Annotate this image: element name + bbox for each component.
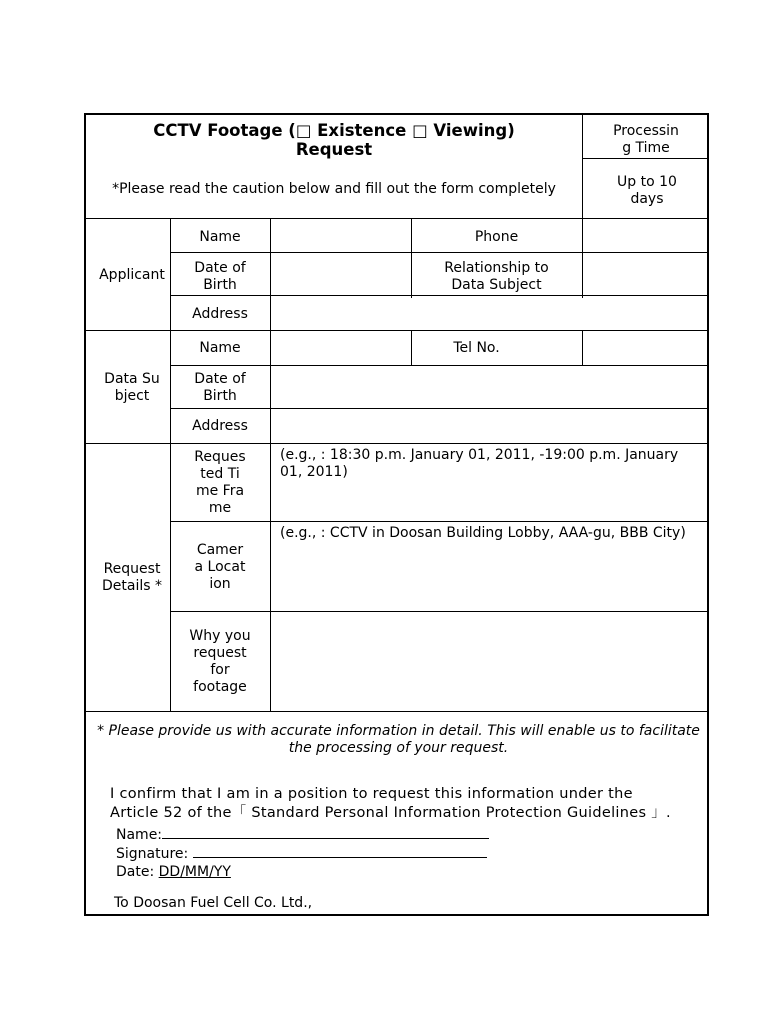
name-input[interactable] (162, 825, 489, 839)
data-subject-dob-field[interactable] (270, 366, 707, 409)
signature-input[interactable] (193, 844, 487, 858)
date-label: Date: (116, 864, 155, 880)
divider (170, 521, 707, 522)
divider (411, 331, 412, 366)
processing-time-label: Processing Time (613, 123, 679, 156)
request-details-section-label: Request Details * (102, 561, 162, 594)
divider (582, 219, 583, 298)
divider (170, 611, 707, 612)
name-line (116, 825, 516, 844)
applicant-name-label: Name (199, 228, 241, 245)
signature-line (116, 844, 516, 863)
divider (86, 711, 707, 712)
divider (582, 331, 583, 366)
form-title-line2: Request (295, 140, 373, 159)
applicant-name-field[interactable] (270, 219, 411, 255)
data-subject-name-field[interactable] (270, 331, 411, 366)
confirmation-line2: Article 52 of the「 Standard Personal Information Protection Guidelines 」. (110, 805, 671, 821)
divider (86, 443, 707, 444)
confirmation-statement (110, 785, 700, 823)
data-subject-address-field[interactable] (270, 409, 707, 444)
applicant-phone-label: Phone (474, 228, 519, 245)
divider (582, 158, 707, 159)
divider (582, 115, 583, 219)
divider (270, 219, 271, 712)
caution-text: *Please read the caution below and fill out the form completely (112, 180, 556, 197)
divider (86, 218, 707, 219)
data-subject-dob-label: Date of Birth (194, 370, 246, 404)
divider (170, 365, 707, 366)
form-title (86, 119, 582, 161)
recipient-text: To Doosan Fuel Cell Co. Ltd., (114, 895, 313, 911)
divider (170, 295, 707, 296)
processing-time-value: Up to 10 days (617, 174, 677, 207)
signature-block (116, 825, 516, 881)
data-subject-address-label: Address (192, 418, 248, 434)
signature-label: Signature: (116, 846, 189, 862)
data-subject-section-label: Data Subject (104, 370, 160, 404)
date-line (116, 863, 516, 881)
requested-time-frame-label: Requested Time Frame (194, 449, 246, 516)
requested-time-frame-field[interactable]: (e.g., : 18:30 p.m. January 01, 2011, -19:00 p.m. January 01, 2011) (280, 447, 679, 480)
data-subject-tel-label: Tel No. (453, 340, 500, 356)
confirmation-line1: I confirm that I am in a position to request this information under the (110, 786, 633, 802)
divider (411, 219, 412, 298)
name-label: Name: (116, 827, 163, 843)
applicant-relationship-label: Relationship to Data Subject (444, 259, 549, 293)
data-subject-name-label: Name (199, 340, 241, 356)
accuracy-note: * Please provide us with accurate information in detail. This will enable us to facilitate the processing of your request. (97, 723, 700, 756)
divider (86, 330, 707, 331)
divider (170, 408, 707, 409)
applicant-relationship-field[interactable] (582, 255, 707, 298)
camera-location-field[interactable]: (e.g., : CCTV in Doosan Building Lobby, AAA-gu, BBB City) (280, 525, 686, 541)
applicant-dob-label: Date of Birth (194, 259, 246, 293)
why-request-field[interactable] (270, 612, 707, 712)
divider (170, 219, 171, 712)
camera-location-label: Camera Location (194, 541, 246, 592)
data-subject-tel-field[interactable] (582, 331, 707, 366)
applicant-address-label: Address (192, 306, 248, 322)
applicant-address-field[interactable] (270, 298, 707, 331)
date-value[interactable]: DD/MM/YY (158, 864, 231, 880)
applicant-phone-field[interactable] (582, 219, 707, 255)
form-title-line1: CCTV Footage (□ Existence □ Viewing) (153, 121, 515, 140)
cctv-request-form (84, 113, 709, 916)
applicant-section-label: Applicant (99, 266, 165, 283)
why-request-label: Why you request for footage (189, 628, 251, 695)
divider (170, 252, 707, 253)
applicant-dob-field[interactable] (270, 255, 411, 298)
